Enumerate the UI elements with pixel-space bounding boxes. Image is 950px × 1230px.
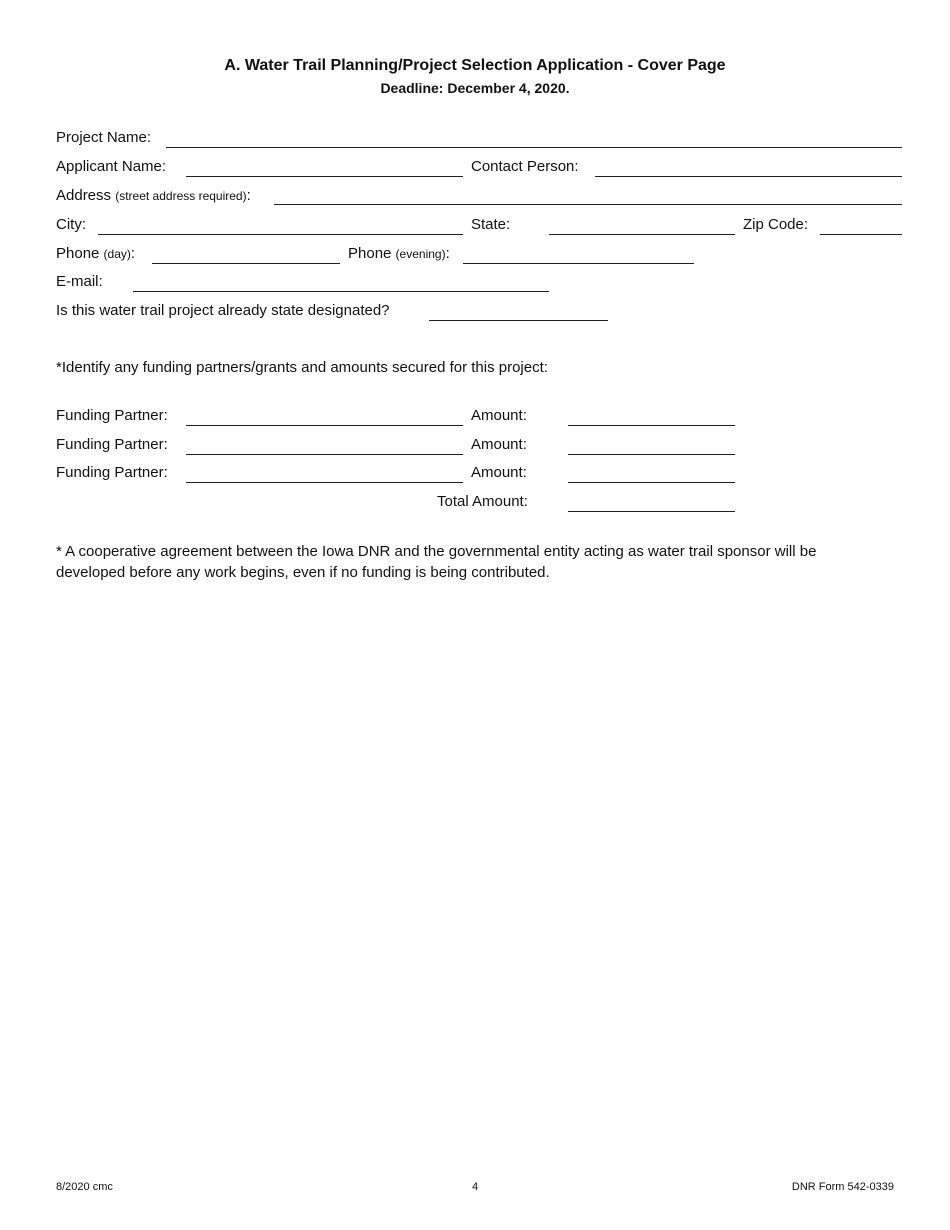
applicant-name-field[interactable] — [186, 176, 463, 177]
address-label — [56, 187, 251, 205]
zip-code-label: Zip Code: — [743, 216, 809, 233]
designated-question: Is this water trail project already state designated? — [56, 302, 390, 319]
contact-person-field[interactable] — [595, 176, 902, 177]
footer-page-number: 4 — [471, 1181, 479, 1193]
amount-label-1: Amount: — [471, 407, 527, 424]
amount-field-2[interactable] — [568, 454, 735, 455]
project-name-label: Project Name: — [56, 129, 152, 146]
phone-evening-label — [348, 245, 450, 263]
deadline-text: Deadline: December 4, 2020. — [380, 80, 570, 96]
amount-label-3: Amount: — [471, 464, 527, 481]
footer-date: 8/2020 cmc — [56, 1181, 113, 1193]
amount-label-2: Amount: — [471, 436, 527, 453]
footer-form-number: DNR Form 542-0339 — [791, 1181, 894, 1193]
phone-day-label — [56, 245, 135, 263]
address-label-text: Address — [56, 187, 112, 204]
phone-evening-colon: : — [445, 245, 450, 262]
page-title: A. Water Trail Planning/Project Selection Application - Cover Page — [224, 57, 726, 74]
funding-partner-label-3: Funding Partner: — [56, 464, 168, 481]
email-label: E-mail: — [56, 273, 103, 290]
city-label: City: — [56, 216, 86, 233]
funding-partner-label-2: Funding Partner: — [56, 436, 168, 453]
phone-evening-note: (evening) — [395, 247, 446, 261]
address-colon: : — [246, 187, 251, 204]
project-name-field[interactable] — [166, 147, 902, 148]
phone-day-label-text: Phone — [56, 245, 100, 262]
address-field[interactable] — [274, 204, 902, 205]
funding-partner-field-1[interactable] — [186, 425, 463, 426]
funding-partner-label-1: Funding Partner: — [56, 407, 168, 424]
funding-partner-field-2[interactable] — [186, 454, 463, 455]
amount-field-1[interactable] — [568, 425, 735, 426]
phone-day-field[interactable] — [152, 263, 340, 264]
phone-day-note: (day) — [103, 247, 131, 261]
funding-intro: *Identify any funding partners/grants and amounts secured for this project: — [56, 359, 548, 376]
phone-day-colon: : — [130, 245, 136, 262]
funding-partner-field-3[interactable] — [186, 482, 463, 483]
total-amount-label: Total Amount: — [437, 493, 528, 510]
zip-code-field[interactable] — [820, 234, 902, 235]
cooperative-agreement-note: * A cooperative agreement between the Iowa DNR and the governmental entity acting as water trail sponsor will be developed before any work begins, even if no funding is being contributed. — [56, 543, 817, 581]
contact-person-label: Contact Person: — [471, 158, 579, 175]
phone-evening-field[interactable] — [463, 263, 694, 264]
state-field[interactable] — [549, 234, 735, 235]
address-note: (street address required) — [115, 189, 247, 203]
email-field[interactable] — [133, 291, 549, 292]
applicant-name-label: Applicant Name: — [56, 158, 167, 175]
amount-field-3[interactable] — [568, 482, 735, 483]
designated-answer-field[interactable] — [429, 320, 608, 321]
phone-evening-label-text: Phone — [348, 245, 392, 262]
city-field[interactable] — [98, 234, 463, 235]
state-label: State: — [471, 216, 511, 233]
total-amount-field[interactable] — [568, 511, 735, 512]
